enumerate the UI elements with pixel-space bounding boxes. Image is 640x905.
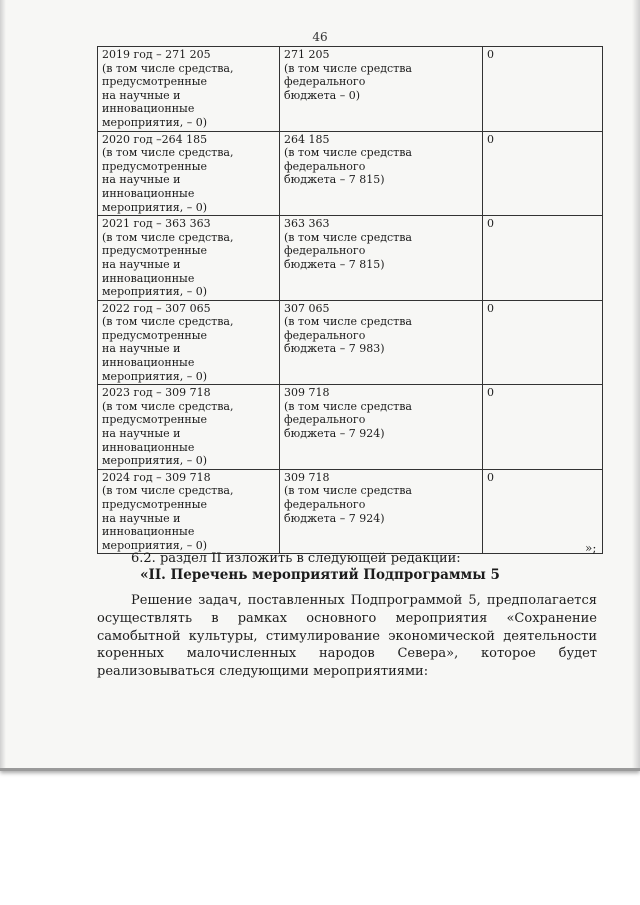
cell-line: инновационные (102, 525, 195, 539)
cell-line: бюджета – 7 815) (284, 173, 385, 187)
cell-line: инновационные (102, 271, 195, 285)
year-total-cell (98, 385, 280, 470)
year-total-cell (98, 47, 280, 132)
table-row (98, 216, 603, 301)
cell-line: предусмотренные (102, 498, 208, 511)
cell-line: 271 205 (284, 48, 330, 61)
table-row (98, 469, 603, 554)
cell-line: на научные и (102, 511, 181, 525)
cell-line: (в том числе средства (284, 230, 412, 244)
other-sources-cell: 0 (483, 300, 603, 385)
cell-line: 309 718 (284, 470, 330, 484)
cell-line: 363 363 (284, 217, 330, 231)
cell-line: на научные и (102, 342, 181, 356)
other-sources-cell: 0 (483, 47, 603, 132)
cell-line: (в том числе средства, (102, 230, 234, 244)
year-total-cell (98, 300, 280, 385)
section-instruction: 6.2. раздел II изложить в следующей редакции: (131, 551, 461, 566)
cell-line: (в том числе средства, (102, 399, 234, 413)
cell-line: (в том числе средства (284, 61, 412, 75)
cell-line: 2021 год – 363 363 (102, 217, 211, 231)
cell-line: 2024 год – 309 718 (102, 470, 211, 484)
cell-line: федерального (284, 159, 366, 173)
cell-line: 307 065 (284, 301, 330, 315)
cell-line: инновационные (102, 102, 195, 116)
body-paragraph: Решение задач, поставленных Подпрограммой 5, предполагается осуществлять в рамках основного мероприятия «Сохранение самобытной культуры, стимулирование экономической деятельности коренных малочисленных народов Севера», которое будет реализовываться следующими мероприятиями: (97, 593, 597, 680)
cell-line: на научные и (102, 88, 181, 102)
federal-budget-cell (280, 300, 483, 385)
table-row (98, 385, 603, 470)
cell-line: федерального (284, 244, 366, 258)
cell-line: инновационные (102, 356, 195, 370)
cell-line: 2020 год –264 185 (102, 132, 208, 146)
cell-line: инновационные (102, 440, 195, 454)
federal-budget-cell (280, 216, 483, 301)
cell-line: бюджета – 7 924) (284, 427, 385, 441)
cell-line: мероприятия, – 0) (102, 115, 208, 129)
year-total-cell (98, 216, 280, 301)
cell-line: 2023 год – 309 718 (102, 386, 211, 400)
other-sources-cell: 0 (483, 469, 603, 554)
cell-line: мероприятия, – 0) (102, 369, 208, 383)
cell-line: на научные и (102, 427, 181, 441)
cell-line: предусмотренные (102, 413, 208, 427)
cell-line: бюджета – 7 983) (284, 342, 385, 356)
cell-line: (в том числе средства (284, 484, 412, 498)
cell-line: (в том числе средства, (102, 61, 234, 75)
cell-line: (в том числе средства (284, 146, 412, 160)
table-row (98, 131, 603, 216)
table-row (98, 300, 603, 385)
cell-line: 309 718 (284, 386, 330, 400)
cell-line: инновационные (102, 186, 195, 200)
closing-quote-mark: »; (585, 541, 597, 555)
federal-budget-cell (280, 47, 483, 132)
cell-line: 2019 год – 271 205 (102, 48, 211, 61)
cell-line: предусмотренные (102, 244, 208, 258)
cell-line: предусмотренные (102, 75, 208, 89)
cell-line: мероприятия, – 0) (102, 200, 208, 214)
cell-line: (в том числе средства (284, 315, 412, 329)
cell-line: (в том числе средства, (102, 484, 234, 498)
cell-line: бюджета – 7 815) (284, 257, 385, 271)
section-title: «II. Перечень мероприятий Подпрограммы 5 (140, 567, 500, 583)
other-sources-cell: 0 (483, 131, 603, 216)
cell-line: (в том числе средства, (102, 315, 234, 329)
cell-line: 2022 год – 307 065 (102, 301, 211, 315)
other-sources-cell: 0 (483, 216, 603, 301)
cell-line: мероприятия, – 0) (102, 285, 208, 299)
cell-line: бюджета – 0) (284, 88, 361, 102)
other-sources-cell: 0 (483, 385, 603, 470)
cell-line: федерального (284, 328, 366, 342)
cell-line: федерального (284, 75, 366, 89)
cell-line: бюджета – 7 924) (284, 511, 385, 525)
cell-line: (в том числе средства, (102, 146, 234, 160)
year-total-cell (98, 469, 280, 554)
federal-budget-cell (280, 469, 483, 554)
year-total-cell (98, 131, 280, 216)
federal-budget-cell (280, 131, 483, 216)
cell-line: предусмотренные (102, 328, 208, 342)
cell-line: (в том числе средства (284, 399, 412, 413)
cell-line: федерального (284, 498, 366, 511)
cell-line: 264 185 (284, 132, 330, 146)
cell-line: мероприятия, – 0) (102, 454, 208, 468)
budget-table (97, 46, 603, 554)
cell-line: на научные и (102, 173, 181, 187)
table-row (98, 47, 603, 132)
cell-line: мероприятия, – 0) (102, 538, 208, 552)
cell-line: предусмотренные (102, 159, 208, 173)
budget-table-body (98, 47, 603, 554)
cell-line: федерального (284, 413, 366, 427)
federal-budget-cell (280, 385, 483, 470)
page-number: 46 (312, 30, 328, 44)
cell-line: на научные и (102, 257, 181, 271)
